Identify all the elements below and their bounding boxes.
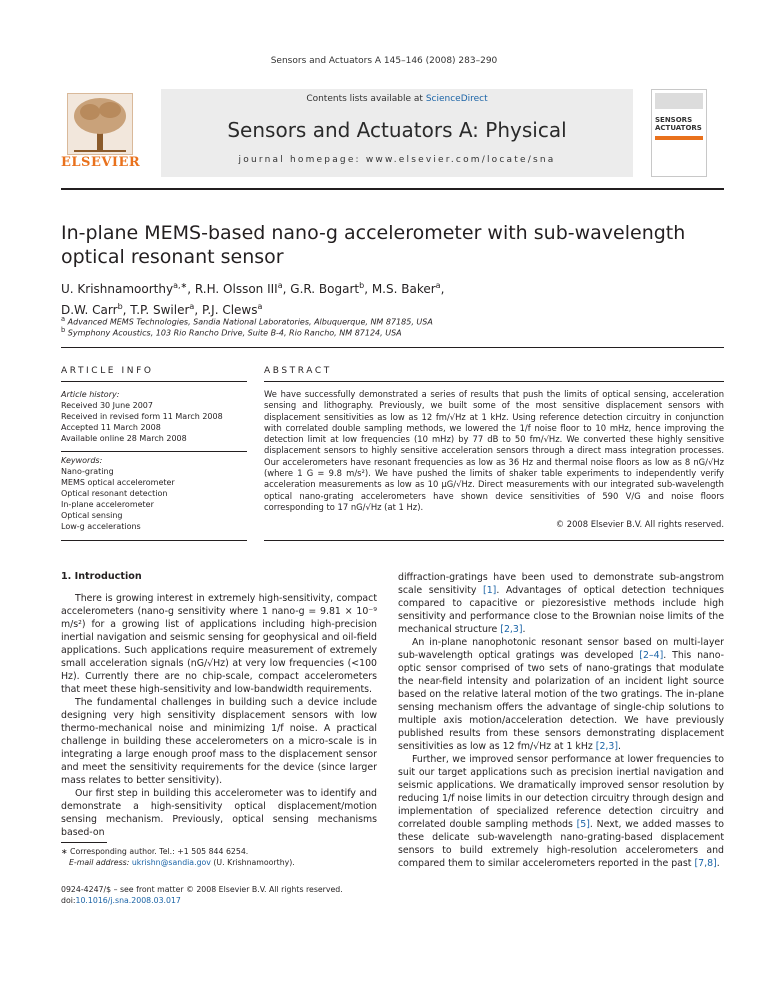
paragraph-text: .	[716, 858, 720, 869]
elsevier-logo[interactable]	[61, 89, 141, 177]
article-info-heading: ARTICLE INFO	[61, 366, 154, 376]
footnote-rule	[61, 842, 107, 843]
author-affiliation-marker: a	[435, 281, 441, 290]
author-name[interactable]: U. Krishnamoorthy	[61, 282, 174, 296]
journal-header-box	[161, 89, 633, 177]
paragraph-text: . Next, we added masses to these delicate sub-wavelength nano-grating-based displacement sensors to build extremely high-resolution accelerometers and compared them to similar accelerometers reported in the past	[398, 819, 724, 869]
history-item: Available online 28 March 2008	[61, 434, 187, 443]
article-history	[61, 389, 247, 444]
keyword-item: Optical resonant detection	[61, 489, 168, 498]
author-affiliation-marker: b	[359, 281, 365, 290]
affiliation-a	[61, 315, 433, 327]
body-column-right	[398, 571, 724, 870]
front-matter	[61, 885, 391, 906]
footnote-marker: ∗	[61, 847, 68, 856]
history-item: Accepted 11 March 2008	[61, 423, 161, 432]
paragraph-text: .	[522, 624, 526, 635]
paragraph-text: . This nano-optic sensor comprised of two sets of nano-gratings that modulate the near-field intensity and polarization of an incident light source based on the relative lateral motion of the two gratings. The in-plane sensing mechanism offers the advantage of single-chip solutions to multiple axis motion/acceleration detection. We have previously published results from these sensors demonstrating displacement sensitivities as low as 12 fm/√Hz at 1 kHz	[398, 650, 724, 752]
keyword-item: Low-g accelerations	[61, 522, 141, 531]
abstract-rule	[264, 381, 724, 382]
author-name[interactable]: G.R. Bogart	[290, 282, 360, 296]
footnote-line	[61, 847, 381, 858]
citation-link[interactable]: [7,8]	[694, 858, 717, 869]
intro-paragraph-4	[398, 636, 724, 753]
intro-paragraph-continued	[398, 571, 724, 636]
footnote-text: Corresponding author. Tel.: +1 505 844 6254.	[67, 847, 249, 856]
issn-line: 0924-4247/$ – see front matter © 2008 Elsevier B.V. All rights reserved.	[61, 885, 343, 894]
elsevier-tree-icon	[67, 93, 133, 155]
author-affiliation-marker: b	[117, 302, 123, 311]
footnote-email-line	[61, 858, 381, 869]
journal-cover-thumbnail[interactable]	[651, 89, 707, 177]
journal-title: Sensors and Actuators A: Physical	[227, 118, 567, 142]
history-item: Received 30 June 2007	[61, 401, 153, 410]
article-history-label: Article history:	[61, 390, 120, 399]
paragraph-text: .	[618, 741, 622, 752]
citation-link[interactable]: [2,3]	[500, 624, 523, 635]
citation-link[interactable]: [2,3]	[595, 741, 619, 752]
article-title: In-plane MEMS-based nano-g accelerometer with sub-wavelength optical resonant sensor	[61, 222, 686, 268]
doi-label: doi:	[61, 895, 76, 905]
contents-prefix: Contents lists available at	[306, 94, 426, 104]
keywords-rule	[61, 451, 247, 452]
author-affiliation-marker: a,∗	[173, 281, 188, 290]
affiliation-text: Symphony Acoustics, 103 Rio Rancho Drive, Suite B-4, Rio Rancho, NM 87124, USA	[67, 328, 402, 338]
contents-line	[161, 94, 633, 104]
keyword-item: MEMS optical accelerometer	[61, 478, 175, 487]
intro-paragraph-2: The fundamental challenges in building such a device include designing very high sensitivity displacement sensors with low thermo-mechanical noise and minimizing 1/f noise. A practical challenge in building these accelerometers on a micro-scale is in integrating a large enough proof mass to the displacement sensor and meet the sensitivity requirements for the device (since larger mass relates to better sensitivity).	[61, 697, 377, 786]
keyword-item: Optical sensing	[61, 511, 123, 520]
cover-title	[655, 116, 702, 132]
author-name[interactable]: P.J. Clews	[201, 303, 258, 317]
intro-paragraph-3: Our first step in building this accelerometer was to identify and demonstrate a high-sensitivity optical displacement/motion sensing mechanism. Previously, optical sensing mechanisms based-on	[61, 788, 377, 838]
email-link[interactable]: ukrishn@sandia.gov	[131, 857, 211, 867]
author-name[interactable]: R.H. Olsson III	[194, 282, 278, 296]
info-top-rule	[61, 347, 724, 348]
cover-title-line-2: ACTUATORS	[655, 124, 702, 132]
author-affiliation-marker: a	[277, 281, 283, 290]
doi-link[interactable]: 10.1016/j.sna.2008.03.017	[75, 895, 181, 905]
running-head: Sensors and Actuators A 145–146 (2008) 283–290	[270, 56, 498, 66]
sciencedirect-link[interactable]: ScienceDirect	[425, 94, 488, 104]
email-label: E-mail address:	[69, 857, 132, 867]
author-name[interactable]: M.S. Baker	[371, 282, 436, 296]
authors-line-1: U. Krishnamoorthy$^{a,∗}$, R.H. Olsson III$^a$, G.R. Bogart$^b$, M.S. Baker$^a$,	[61, 281, 445, 296]
cover-stripe	[655, 136, 703, 140]
keyword-item: Nano-grating	[61, 467, 114, 476]
citation-link[interactable]: [2–4]	[639, 650, 664, 661]
cover-image	[655, 93, 703, 109]
history-item: Received in revised form 11 March 2008	[61, 412, 223, 421]
citation-link[interactable]: [5]	[576, 819, 590, 830]
paragraph-text: . Advantages of optical detection techniques compared to capacitive or piezoresistive methods include high sensitivity and performance close to the Brownian noise limits of the mechanical structure	[398, 585, 724, 635]
body-column-left	[61, 592, 377, 839]
authors-line-2: D.W. Carr$^b$, T.P. Swiler$^a$, P.J. Clews$^a$	[61, 302, 263, 317]
publisher-name: ELSEVIER	[61, 155, 141, 170]
journal-homepage-link[interactable]: journal homepage: www.elsevier.com/locate/sna	[238, 155, 556, 165]
author-affiliation-marker: a	[189, 302, 195, 311]
abstract-text: We have successfully demonstrated a series of results that push the limits of optical sensing, acceleration sensing and lithography. Previously, we built some of the most sensitive displacement sensors with displacement sensitivities as low as 12 fm/√Hz at 1 kHz. Using reference detection circuitry in conjunction with correlated double sampling methods, we lowered the 1/f noise floor to 10 mHz, hence improving the detection limit at low frequencies (10 mHz) by 77 dB to 50 fm/√Hz. We converted these highly sensitive displacement sensors to highly sensitive acceleration sensors through a direct mass integration processes. Our accelerometers have resonant frequencies as low as 36 Hz and thermal noise floors as low as 8 nG/√Hz (where 1 G = 9.8 m/s²). We have pushed the limits of shaker table experiments to independently verify acceleration measurements as low as 10 μG/√Hz. Direct measurements with our integrated sub-wavelength optical nano-grating accelerometers have shown device sensitivities of 590 V/G and noise floors corresponding to 17 nG/√Hz (at 1 Hz).	[264, 389, 724, 512]
affiliation-b	[61, 326, 402, 338]
journal-banner	[61, 89, 707, 177]
paragraph-text: Further, we improved sensor performance at lower frequencies to suit our target applications such as precision inertial navigation and seismic applications. We dramatically improved sensor resolution by reducing 1/f noise limits in our detection circuitry through design and implementation of specialized reference detection circuitry and correlated double sampling methods	[398, 754, 724, 830]
abstract-heading: ABSTRACT	[264, 366, 332, 376]
keywords-label: Keywords:	[61, 456, 103, 465]
paragraph-text: diffraction-gratings have been used to demonstrate sub-angstrom scale sensitivity	[398, 572, 724, 596]
author-name[interactable]: D.W. Carr	[61, 303, 118, 317]
keywords-block	[61, 455, 247, 532]
paragraph-text: An in-plane nanophotonic resonant sensor based on multi-layer sub-wavelength optical gratings was developed	[398, 637, 724, 661]
header-rule	[61, 188, 724, 190]
author-name[interactable]: T.P. Swiler	[130, 303, 190, 317]
affiliation-text: Advanced MEMS Technologies, Sandia National Laboratories, Albuquerque, NM 87185, USA	[67, 317, 433, 327]
doi-line	[61, 896, 391, 907]
affiliation-marker: a	[61, 315, 66, 323]
affiliation-marker: b	[61, 326, 66, 334]
info-bottom-rule	[61, 540, 247, 541]
corresponding-author-footnote	[61, 847, 381, 868]
author-list	[61, 277, 721, 319]
introduction-heading: 1. Introduction	[61, 571, 142, 582]
email-suffix: (U. Krishnamoorthy).	[210, 857, 295, 867]
article-info-rule	[61, 381, 247, 382]
copyright-notice: © 2008 Elsevier B.V. All rights reserved.	[555, 519, 724, 529]
abstract-bottom-rule	[264, 540, 724, 541]
citation-link[interactable]: [1]	[483, 585, 497, 596]
cover-title-line-1: SENSORS	[655, 116, 693, 124]
keyword-item: In-plane accelerometer	[61, 500, 154, 509]
intro-paragraph-1: There is growing interest in extremely high-sensitivity, compact accelerometers (nano-g sensitivity where 1 nano-g = 9.81 × 10⁻⁹ m/s²) for a growing list of applications including high-precision inertial navigation and seismic sensing for geophysical and oil-field applications. Such applications require measurement of extremely small acceleration signals (nG/√Hz) at very low frequencies (<100 Hz). Currently there are no chip-scale, compact accelerometers that meet these high-sensitivity and low-bandwidth requirements.	[61, 593, 377, 695]
intro-paragraph-5	[398, 753, 724, 870]
author-affiliation-marker: a	[257, 302, 263, 311]
